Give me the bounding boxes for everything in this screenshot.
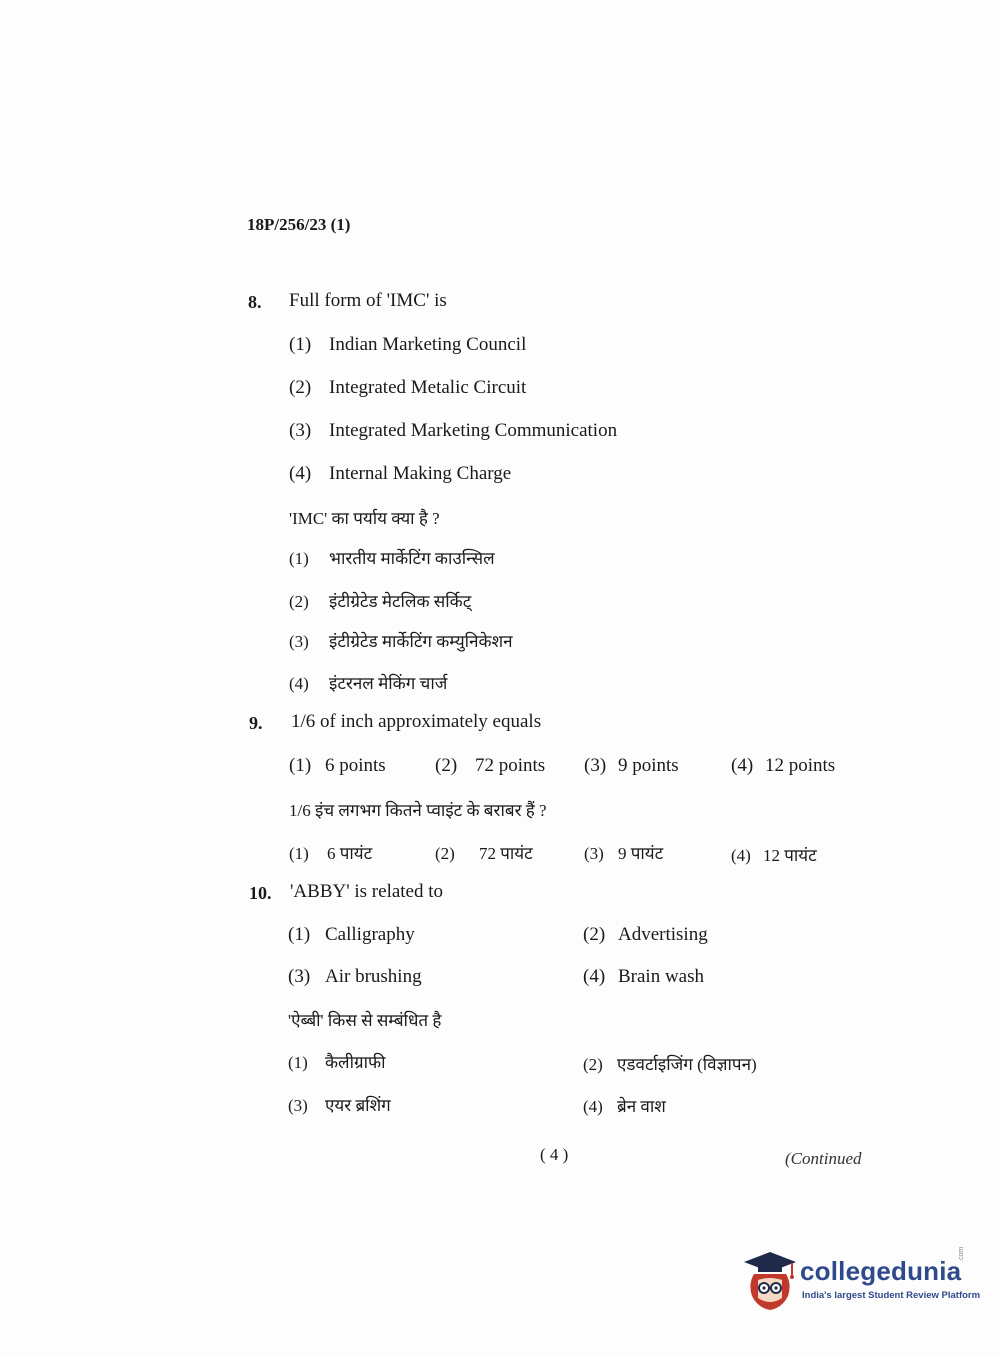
option-hi-2: (2) 72 पायंट — [435, 844, 533, 863]
option-en-1: (1) Indian Marketing Council — [289, 334, 527, 355]
question-text-en: 'ABBY' is related to — [290, 881, 444, 902]
question-text-hi: 1/6 इंच लगभग कितने प्वाइंट के बराबर हैं ? — [289, 801, 547, 820]
option-en-3: (3) Air brushing — [288, 966, 422, 987]
logo-wordmark: collegedunia — [800, 1256, 962, 1286]
option-en-2: (2) Advertising — [583, 924, 708, 945]
question-number: 9. — [249, 713, 263, 733]
option-hi-4: (4) 12 पायंट — [731, 846, 817, 865]
option-hi-3: (3) 9 पायंट — [584, 844, 664, 863]
question-number: 8. — [248, 292, 262, 312]
option-en-4: (4) Brain wash — [583, 966, 705, 987]
question-text-en: 1/6 of inch approximately equals — [291, 711, 542, 732]
option-hi-1: (1) कैलीग्राफी — [288, 1053, 386, 1072]
question-text-en: Full form of 'IMC' is — [289, 290, 447, 311]
collegedunia-logo — [742, 1246, 981, 1320]
option-en-4: (4) Internal Making Charge — [289, 463, 512, 484]
logo-tagline: India's largest Student Review Platform — [802, 1290, 981, 1301]
option-hi-1: (1) भारतीय मार्केटिंग काउन्सिल — [289, 549, 495, 568]
option-hi-2: (2) एडवर्टाइजिंग (विज्ञापन) — [583, 1055, 757, 1074]
logo-suffix: .com — [958, 1246, 965, 1262]
option-en-4: (4) 12 points — [731, 755, 836, 776]
option-hi-1: (1) 6 पायंट — [289, 844, 373, 863]
option-en-3: (3) 9 points — [584, 755, 679, 776]
paper-code: 18P/256/23 (1) — [247, 215, 351, 234]
option-hi-4: (4) ब्रेन वाश — [583, 1097, 666, 1116]
option-en-3: (3) Integrated Marketing Communication — [289, 420, 618, 441]
option-en-1: (1) Calligraphy — [288, 924, 415, 945]
question-text-hi: 'ऐब्बी' किस से सम्बंधित है — [288, 1011, 442, 1030]
question-number: 10. — [249, 883, 272, 903]
continued-label: (Continued — [785, 1149, 862, 1168]
option-en-2: (2) Integrated Metalic Circuit — [289, 377, 527, 398]
option-hi-3: (3) एयर ब्रशिंग — [288, 1096, 391, 1115]
option-en-1: (1) 6 points — [289, 755, 386, 776]
option-hi-4: (4) इंटरनल मेकिंग चार्ज — [289, 674, 448, 693]
graduate-mascot-icon — [742, 1250, 798, 1314]
option-hi-3: (3) इंटीग्रेटेड मार्केटिंग कम्युनिकेशन — [289, 632, 513, 651]
page-number: ( 4 ) — [540, 1145, 569, 1164]
option-hi-2: (2) इंटीग्रेटेड मेटलिक सर्किट् — [289, 592, 472, 611]
option-en-2: (2) 72 points — [435, 755, 546, 776]
question-text-hi: 'IMC' का पर्याय क्या है ? — [289, 509, 440, 528]
